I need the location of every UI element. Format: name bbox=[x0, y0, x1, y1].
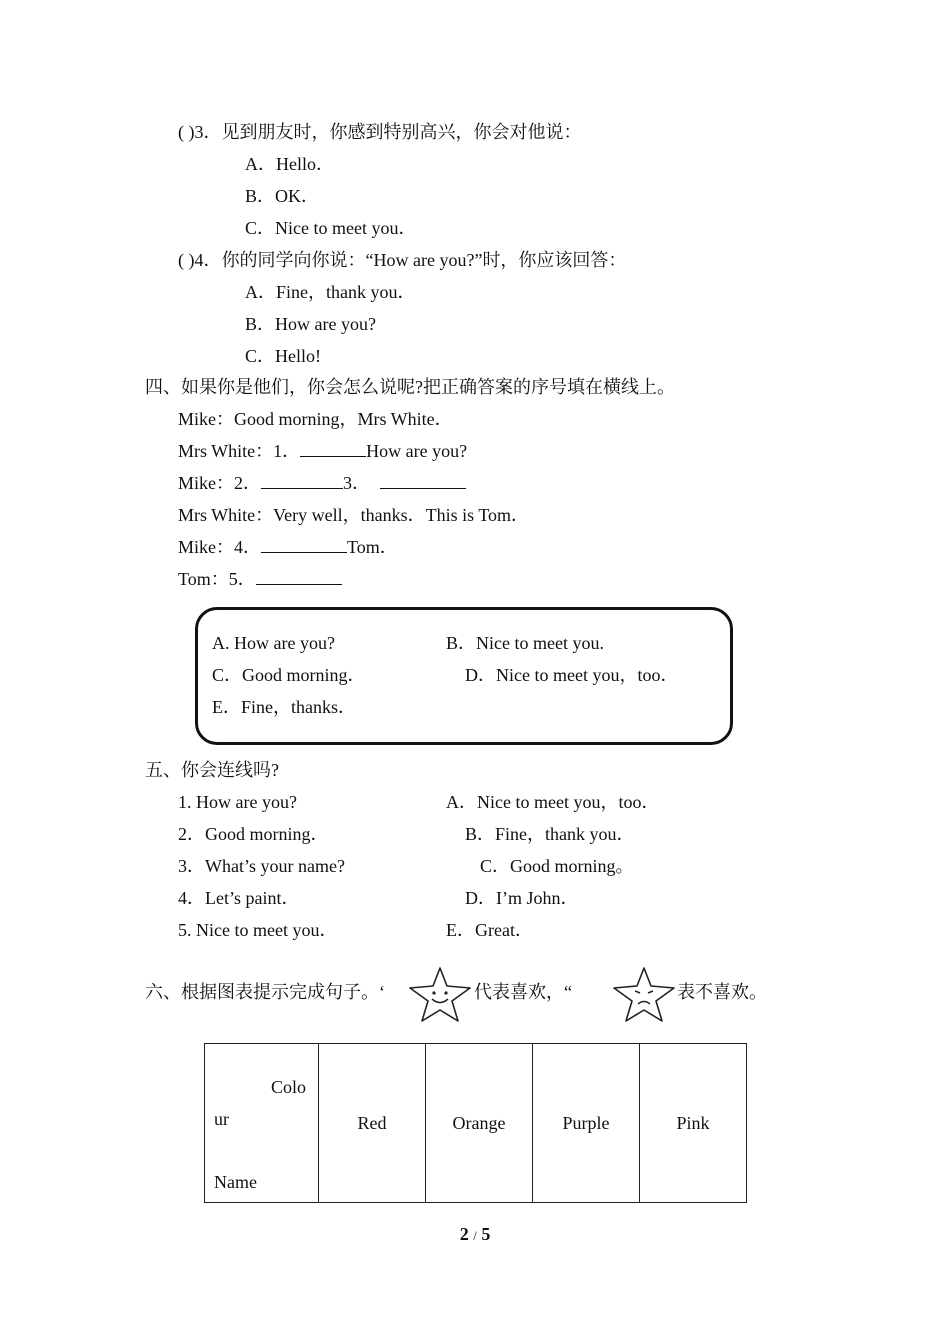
match-right-b[interactable]: B．Fine，thank you． bbox=[465, 824, 635, 844]
box-option-e: E．Fine，thanks． bbox=[212, 697, 356, 717]
match-left-5[interactable]: 5. Nice to meet you． bbox=[178, 920, 338, 940]
match-right-c[interactable]: C．Good morning。 bbox=[480, 856, 634, 876]
option-c: C．Hello! bbox=[245, 346, 321, 366]
box-option-b: B．Nice to meet you. bbox=[446, 633, 604, 653]
answer-blank-5[interactable] bbox=[256, 568, 342, 585]
page-current: 2 bbox=[459, 1224, 469, 1244]
dialog-line-6: Tom：5． bbox=[178, 568, 342, 590]
section-5-heading: 五、你会连线吗? bbox=[145, 760, 279, 780]
question-stem: 4．你的同学向你说：“How are you?”时，你应该回答： bbox=[194, 250, 627, 270]
header-ur: ur bbox=[214, 1109, 229, 1129]
colour-purple: Purple bbox=[533, 1044, 640, 1203]
page-total: 5 bbox=[481, 1224, 491, 1244]
question-stem: 3．见到朋友时，你感到特别高兴，你会对他说： bbox=[194, 122, 582, 142]
question-4 bbox=[178, 249, 626, 271]
option-a: A．Fine，thank you． bbox=[245, 282, 416, 302]
match-right-d[interactable]: D．I’m John． bbox=[465, 888, 579, 908]
dialog-line-2: Mrs White：1． How are you? bbox=[178, 441, 468, 461]
answer-paren[interactable]: ( ) bbox=[178, 122, 195, 142]
dialog-line-3: Mike：2． 3． bbox=[178, 472, 466, 494]
question-3 bbox=[178, 121, 582, 143]
colour-red: Red bbox=[319, 1044, 426, 1203]
answer-blank-3[interactable] bbox=[380, 472, 466, 489]
option-b: B．How are you? bbox=[245, 314, 376, 334]
section-6-heading-part1: 六、根据图表提示完成句子。‘ bbox=[145, 982, 385, 1002]
frowning-star-icon bbox=[610, 964, 678, 1024]
box-option-d: D．Nice to meet you，too． bbox=[465, 665, 679, 685]
match-right-a[interactable]: A．Nice to meet you，too． bbox=[446, 792, 660, 812]
box-option-a: A. How are you? bbox=[212, 633, 335, 653]
page-separator: / bbox=[473, 1228, 477, 1243]
section-4-heading: 四、如果你是他们，你会怎么说呢?把正确答案的序号填在横线上。 bbox=[145, 377, 675, 397]
dialog-line-5: Mike：4． Tom． bbox=[178, 537, 398, 557]
match-right-e[interactable]: E．Great． bbox=[446, 920, 533, 940]
smiling-star-icon bbox=[406, 964, 474, 1024]
answer-blank-2[interactable] bbox=[261, 472, 343, 489]
dialog-line-4: Mrs White：Very well，thanks．This is Tom． bbox=[178, 505, 530, 525]
section-6-heading-part2: 代表喜欢，“ bbox=[474, 982, 572, 1002]
table-row bbox=[205, 1044, 747, 1203]
answer-blank-1[interactable] bbox=[300, 440, 366, 457]
box-option-c: C．Good morning． bbox=[212, 665, 366, 685]
answer-paren[interactable]: ( ) bbox=[178, 250, 195, 270]
page-number bbox=[0, 1224, 950, 1245]
colour-pink: Pink bbox=[640, 1044, 747, 1203]
option-a: A．Hello． bbox=[245, 154, 334, 174]
match-left-3[interactable]: 3．What’s your name? bbox=[178, 856, 345, 876]
match-left-4[interactable]: 4．Let’s paint． bbox=[178, 888, 300, 908]
option-c: C．Nice to meet you． bbox=[245, 218, 417, 238]
match-left-2[interactable]: 2．Good morning． bbox=[178, 824, 329, 844]
colour-preference-table bbox=[204, 1043, 747, 1203]
colour-orange: Orange bbox=[426, 1044, 533, 1203]
option-b: B．OK． bbox=[245, 186, 320, 206]
dialog-line-1: Mike：Good morning，Mrs White． bbox=[178, 409, 453, 429]
answer-blank-4[interactable] bbox=[261, 536, 347, 553]
section-6-heading-part3: 表不喜欢。 bbox=[677, 982, 767, 1002]
table-header-cell bbox=[205, 1044, 319, 1203]
header-name: Name bbox=[214, 1172, 257, 1192]
match-left-1[interactable]: 1. How are you? bbox=[178, 792, 297, 812]
header-colo: Colo bbox=[271, 1077, 307, 1097]
